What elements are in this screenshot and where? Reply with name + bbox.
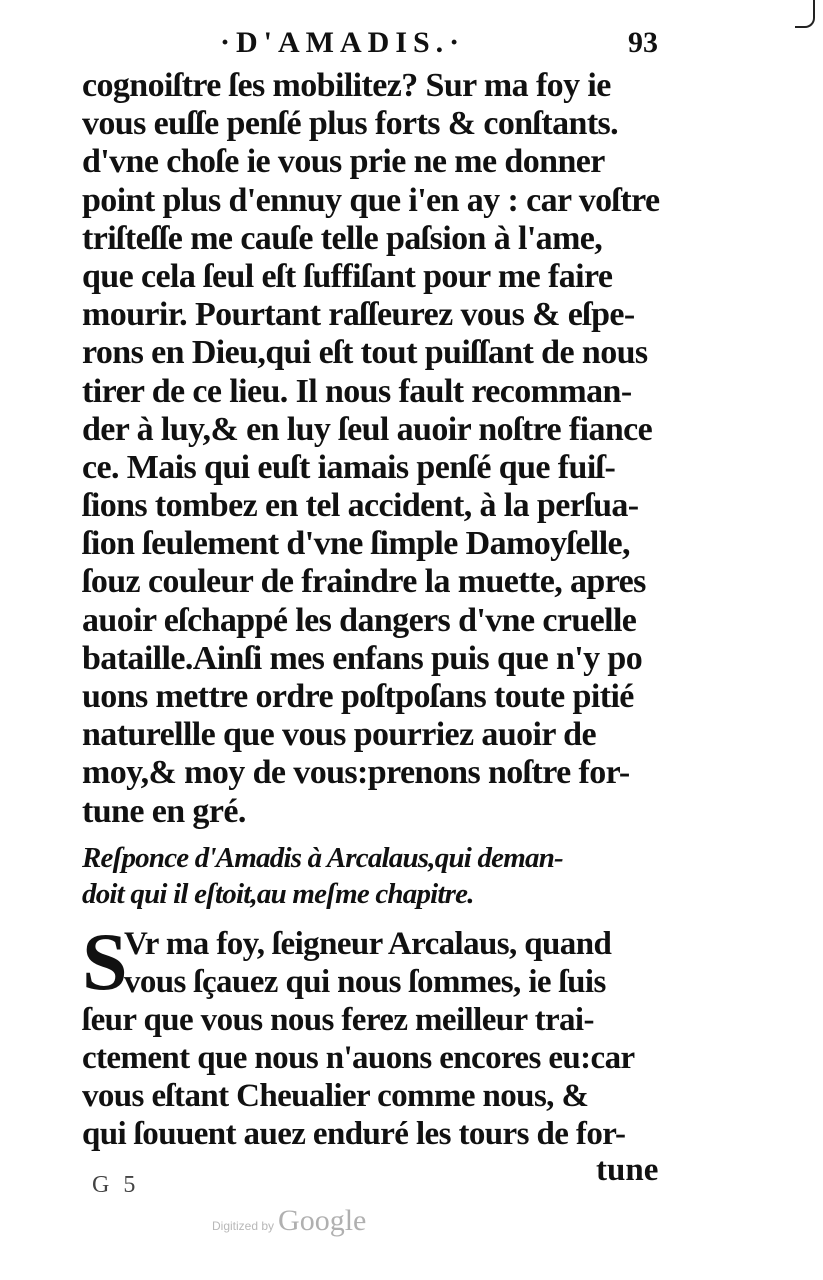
watermark-prefix: Digitized by (212, 1219, 275, 1233)
text-line: qui ſouuent auez enduré les tours de for- (82, 1116, 626, 1152)
text-line: uons mettre ordre poſtpoſans toute pitié (82, 678, 634, 715)
text-line: d'vne choſe ie vous prie ne me donner (82, 143, 605, 181)
text-line: ce. Mais qui euſt iamais penſé que fuiſ- (82, 448, 616, 486)
text-line: ſouz couleur de fraindre la muette, apres (82, 563, 646, 601)
text-line: vous ſçauez qui nous ſommes, ie ſuis (124, 964, 606, 1000)
digitized-watermark (212, 1204, 366, 1238)
text-line: vous euſſe penſé plus forts & conſtants. (82, 105, 619, 143)
google-logo: Google (278, 1204, 367, 1237)
text-line: vous eſtant Cheualier comme nous, & (82, 1078, 589, 1114)
section-rubric (82, 840, 682, 912)
rubric-line: doit qui il eſtoit,au meſme chapitre. (82, 878, 474, 910)
text-line: auoir eſchappé les dangers d'vne cruelle (82, 601, 637, 639)
text-line: tirer de ce lieu. Il nous fault recomman- (82, 372, 632, 410)
catchword: tune (596, 1152, 659, 1188)
text-line: triſteſſe me cauſe telle paſsion à l'ame, (82, 219, 603, 257)
text-line: ſeur que vous nous ferez meilleur trai- (82, 1002, 594, 1038)
text-line: ſions tombez en tel accident, à la perſua- (82, 487, 639, 525)
text-line: que cela ſeul eſt ſuffiſant pour me faire (82, 257, 613, 295)
body-paragraph (82, 67, 682, 831)
text-line: ctement que nous n'auons encores eu:car (82, 1040, 635, 1076)
text-line: rons en Dieu,qui eſt tout puiſſant de nous (82, 334, 648, 372)
text-line: tune en gré. (82, 792, 246, 830)
page-number: 93 (628, 26, 658, 59)
drop-cap: S (82, 916, 128, 1007)
text-line: Vr ma foy, ſeigneur Arcalaus, quand (124, 926, 612, 962)
signature-mark: G 5 (92, 1172, 140, 1198)
text-line: der à luy,& en luy ſeul auoir noſtre fiance (82, 410, 653, 448)
rubric-line: Reſponce d'Amadis à Arcalaus,qui deman- (82, 842, 563, 874)
text-line: moy,& moy de vous:prenons noſtre for- (82, 754, 630, 792)
text-line: point plus d'ennuy que i'en ay : car voſtre (82, 181, 660, 219)
running-head: ·D'AMADIS.· (220, 26, 466, 59)
response-paragraph (82, 925, 682, 1153)
text-line: ſion ſeulement d'vne ſimple Damoyſelle, (82, 525, 630, 563)
text-line: cognoiſtre ſes mobilitez? Sur ma foy ie (82, 67, 611, 104)
page-edge-mark (795, 0, 815, 28)
text-line: mourir. Pourtant raſſeurez vous & eſpe- (82, 296, 635, 334)
text-line: naturellle que vous pourriez auoir de (82, 716, 596, 754)
text-line: bataille.Ainſi mes enfans puis que n'y po (82, 639, 643, 677)
